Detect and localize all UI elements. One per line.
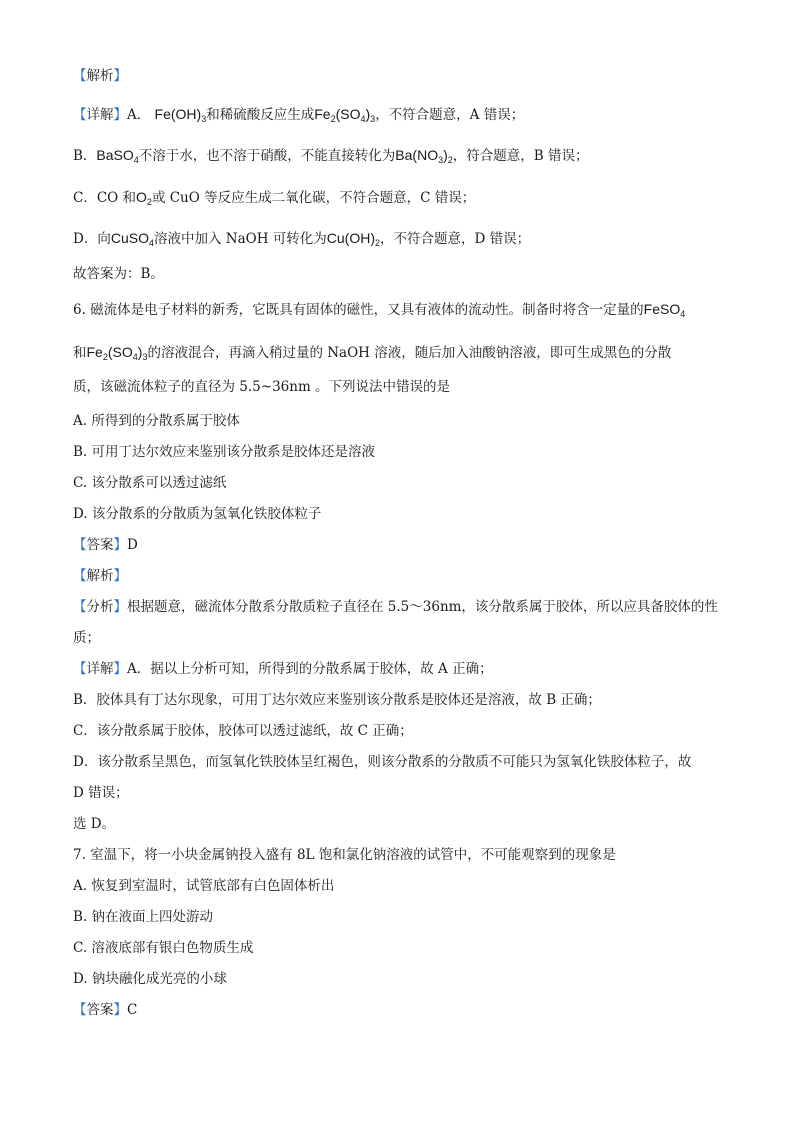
formula-feso4 [644, 301, 686, 317]
formula-text: O [136, 189, 147, 205]
q7-option-d: D. 钠块融化成光亮的小球 [73, 971, 227, 987]
fenxi-label: 分析 [86, 599, 114, 615]
q6-option-c: C. 该分散系可以透过滤纸 [73, 475, 227, 491]
q6-detail-d2: D 错误； [73, 785, 129, 801]
option-a-prefix: A． [127, 107, 151, 123]
text-segment: 溶液中加入 NaOH 可转化为 [153, 231, 327, 247]
q6-option-d: D. 该分散系的分散质为氢氧化铁胶体粒子 [73, 506, 322, 522]
text-segment: 和 [73, 345, 87, 361]
formula-text: ) [365, 106, 371, 122]
formula-text: CuSO [110, 230, 149, 246]
bracket-open: 【 [73, 568, 87, 584]
subscript: 2 [330, 114, 336, 124]
text-segment: A．据以上分析可知，所得到的分散系属于胶体，故 A 正确； [127, 661, 493, 677]
q6-final: 选 D。 [73, 816, 116, 832]
q6-answer [73, 535, 723, 555]
bracket-close: 】 [113, 568, 127, 584]
q6-analysis-heading [73, 566, 723, 586]
bracket-open: 【 [73, 537, 87, 553]
q6-stem-line3: 质，该磁流体粒子的直径为 5.5~36nm 。下列说法中错误的是 [73, 379, 451, 395]
detail-line-d [73, 228, 723, 249]
bracket-close: 】 [113, 68, 127, 84]
formula-text: (SO [107, 344, 133, 360]
formula-fe2-so4-3 [87, 344, 148, 360]
q6-detail-a [73, 659, 723, 679]
text-segment: 不溶于水，也不溶于硝酸，不能直接转化为 [138, 148, 396, 164]
formula-text: Cu [326, 230, 345, 246]
bracket-close: 】 [113, 599, 127, 615]
answer-label: 答案 [86, 537, 114, 553]
subscript: 2 [102, 352, 108, 362]
q7-answer [73, 1000, 723, 1020]
text-segment: 根据题意，磁流体分散系分散质粒子直径在 5.5～36nm，该分散系属于胶体，所以应具备胶体的性 [127, 599, 718, 615]
text-segment: 和稀硫酸反应生成 [206, 107, 315, 123]
q6-option-b: B. 可用丁达尔效应来鉴别该分散系是胶体还是溶液 [73, 444, 376, 460]
analysis-heading [73, 66, 723, 86]
bracket-close: 】 [113, 661, 127, 677]
q6-detail-d1: D．该分散系呈黑色，而氢氧化铁胶体呈红褐色，则该分散系的分散质不可能只为氢氧化铁胶体粒子，故 [73, 754, 692, 770]
q6-stem-line1 [73, 299, 723, 320]
bracket-close: 】 [113, 107, 127, 123]
formula-text: FeSO [643, 301, 681, 317]
detail-label: 详解 [86, 661, 114, 677]
formula-cuso4 [111, 230, 154, 246]
q6-detail-b: B．胶体具有丁达尔现象，可用丁达尔效应来鉴别该分散系是胶体还是溶液，故 B 正确； [73, 692, 601, 708]
q6-stem-line2 [73, 342, 723, 363]
subscript: 3 [438, 155, 444, 165]
text-segment: ，不符合题意，A 错误； [375, 107, 525, 123]
q7-option-a: A. 恢复到室温时，试管底部有白色固体析出 [73, 878, 335, 894]
formula-text: ) [443, 147, 448, 163]
subscript: 3 [142, 352, 148, 362]
formula-o2 [136, 189, 152, 205]
text-segment: 或 CuO 等反应生成二氧化碳，不符合题意，C 错误； [151, 190, 476, 206]
final-answer-line: 故答案为：B。 [73, 266, 164, 282]
subscript: 3 [201, 114, 207, 124]
q6-option-a: A. 所得到的分散系属于胶体 [73, 413, 240, 429]
formula-text: Fe [314, 106, 331, 122]
subscript: 2 [447, 155, 453, 165]
bracket-open: 【 [73, 661, 87, 677]
q7-option-b: B. 钠在液面上四处游动 [73, 909, 214, 925]
bracket-close: 】 [113, 1002, 127, 1018]
subscript: 4 [680, 309, 686, 319]
detail-label: 详解 [86, 107, 114, 123]
text-segment: ，不符合题意，D 错误； [380, 231, 531, 247]
answer-label: 答案 [86, 1002, 114, 1018]
detail-line-c [73, 187, 723, 208]
detail-line-b [73, 145, 723, 166]
q6-fenxi-line1 [73, 597, 723, 617]
formula-ba-no3-2 [395, 147, 453, 163]
q6-detail-c: C．该分散系属于胶体，胶体可以透过滤纸，故 C 正确； [73, 723, 413, 739]
formula-text: Ba [395, 147, 413, 163]
subscript: 3 [370, 114, 376, 124]
formula-baso4 [96, 147, 138, 163]
formula-text: BaSO [96, 147, 134, 163]
formula-text: (OH) [344, 230, 375, 246]
subscript: 2 [375, 238, 381, 248]
subscript: 4 [132, 352, 138, 362]
formula-text: (SO [335, 106, 361, 122]
bracket-open: 【 [73, 107, 87, 123]
subscript: 4 [148, 238, 154, 248]
text-segment: 6. 磁流体是电子材料的新秀，它既具有固体的磁性，又具有液体的流动性。制备时将含一定量的 [73, 302, 644, 318]
bracket-open: 【 [73, 599, 87, 615]
bracket-open: 【 [73, 1002, 87, 1018]
text-segment: C．CO 和 [73, 190, 137, 206]
text-segment: ，符合题意，B 错误； [452, 148, 589, 164]
formula-text: Fe(OH) [154, 106, 202, 122]
q6-fenxi-line2: 质； [73, 630, 100, 646]
q7-option-c: C. 溶液底部有银白色物质生成 [73, 940, 254, 956]
subscript: 2 [146, 197, 152, 207]
analysis-label: 解析 [86, 568, 114, 584]
q7-stem: 7. 室温下，将一小块金属钠投入盛有 8L 饱和氯化钠溶液的试管中，不可能观察到的现象是 [73, 847, 616, 863]
subscript: 4 [133, 155, 139, 165]
bracket-open: 【 [73, 68, 87, 84]
formula-cu-oh-2 [327, 230, 380, 246]
analysis-label: 解析 [86, 68, 114, 84]
detail-line-a [73, 104, 723, 125]
subscript: 4 [360, 114, 366, 124]
text-segment: 的溶液混合，再滴入稍过量的 NaOH 溶液，随后加入油酸钠溶液，即可生成黑色的分散 [147, 345, 672, 361]
option-b-prefix: B． [73, 148, 97, 164]
text-segment: D．向 [73, 231, 111, 247]
formula-fe2-so4-3 [314, 106, 375, 122]
formula-text: ) [137, 344, 143, 360]
answer-value: D [127, 537, 138, 553]
formula-fe-oh3 [155, 106, 207, 122]
formula-text: Fe [86, 344, 103, 360]
bracket-close: 】 [113, 537, 127, 553]
answer-value: C [127, 1002, 138, 1018]
formula-text: (NO [412, 147, 439, 163]
